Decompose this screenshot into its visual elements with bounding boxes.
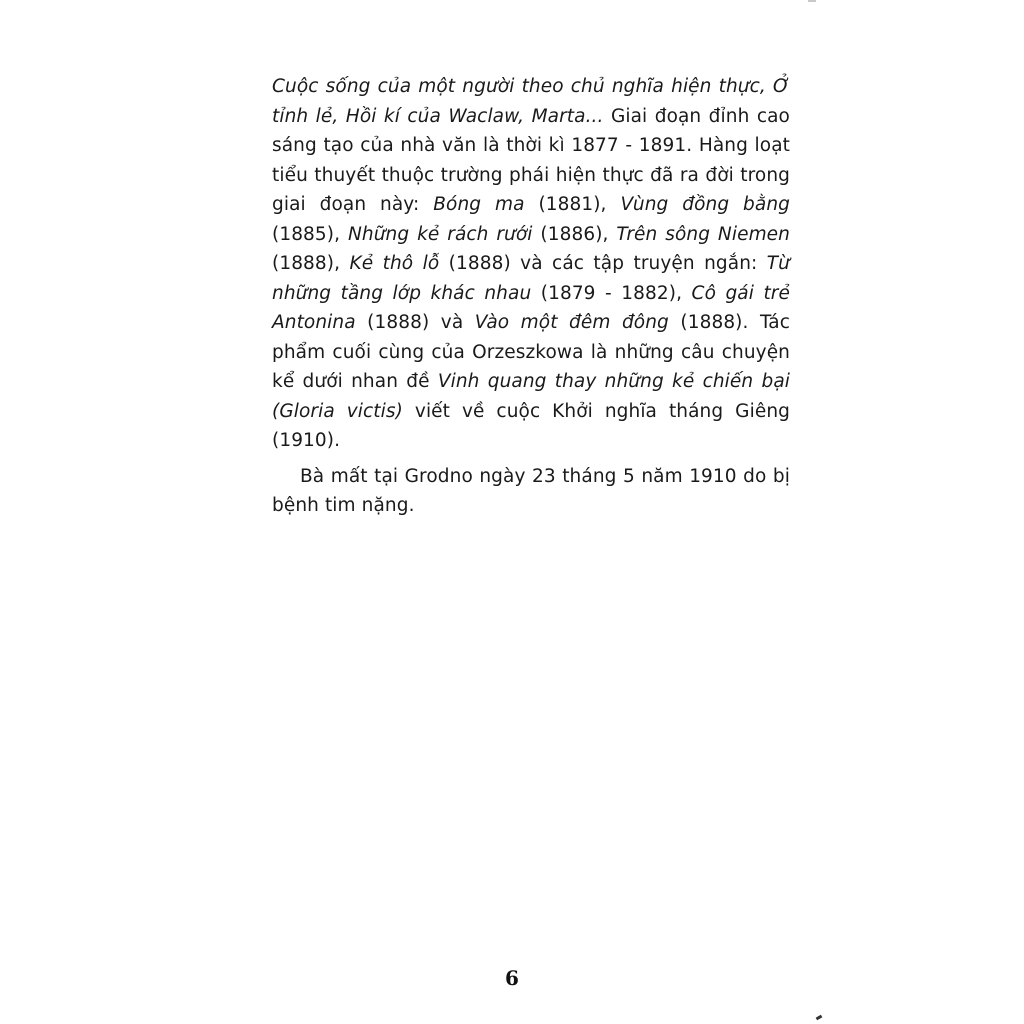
text-segment: Bà mất tại Grodno ngày 23 tháng 5 năm 1910 do bị bệnh tim nặng. <box>272 465 790 516</box>
body-text <box>272 72 790 521</box>
text-segment: (1879 - 1882), <box>531 282 692 304</box>
scan-mark-bottom <box>816 1015 823 1021</box>
text-segment: Cuộc sống của một người theo chủ nghĩa hiện thực, Ở tỉnh lẻ, Hồi kí của Waclaw, Marta... <box>272 76 790 127</box>
text-segment: Vùng đồng bằng <box>620 194 791 215</box>
text-segment: (1888), <box>272 253 350 274</box>
page-number: 6 <box>505 966 519 990</box>
text-segment: (1881), <box>524 194 621 215</box>
text-segment: Giai đoạn đỉnh cao sáng tạo của nhà văn là thời kì 1877 - 1891. Hàng loạt tiểu thuyết thuộc trường phái hiện thực đã ra đời trong giai đoạn này: <box>272 105 790 215</box>
text-segment: (1888). Tác phẩm cuối cùng của Orzeszkowa là những câu chuyện kể dưới nhan đề <box>272 312 791 392</box>
scan-mark-top <box>808 0 816 2</box>
text-segment: (1888) và các tập truyện ngắn: <box>439 253 767 274</box>
paragraph-works <box>272 72 790 456</box>
text-segment: (1885), <box>272 223 348 245</box>
text-segment: Kẻ thô lỗ <box>349 253 440 274</box>
text-segment: Trên sông Niemen <box>616 223 790 245</box>
paragraph-death <box>272 462 790 521</box>
text-segment: Cô gái trẻ Antonina <box>272 282 790 333</box>
text-segment: Bóng ma <box>433 194 525 215</box>
text-segment: Những kẻ rách rưới <box>347 223 533 245</box>
text-segment: Từ những tầng lớp khác nhau <box>272 253 790 304</box>
text-segment: Vào một đêm đông <box>474 312 669 333</box>
text-segment: (1888) và <box>355 312 475 333</box>
text-segment: viết về cuộc Khởi nghĩa tháng Giêng (1910). <box>272 400 790 451</box>
text-segment: Vinh quang thay những kẻ chiến bại (Gloria victis) <box>272 371 790 422</box>
text-segment: (1886), <box>532 223 617 245</box>
